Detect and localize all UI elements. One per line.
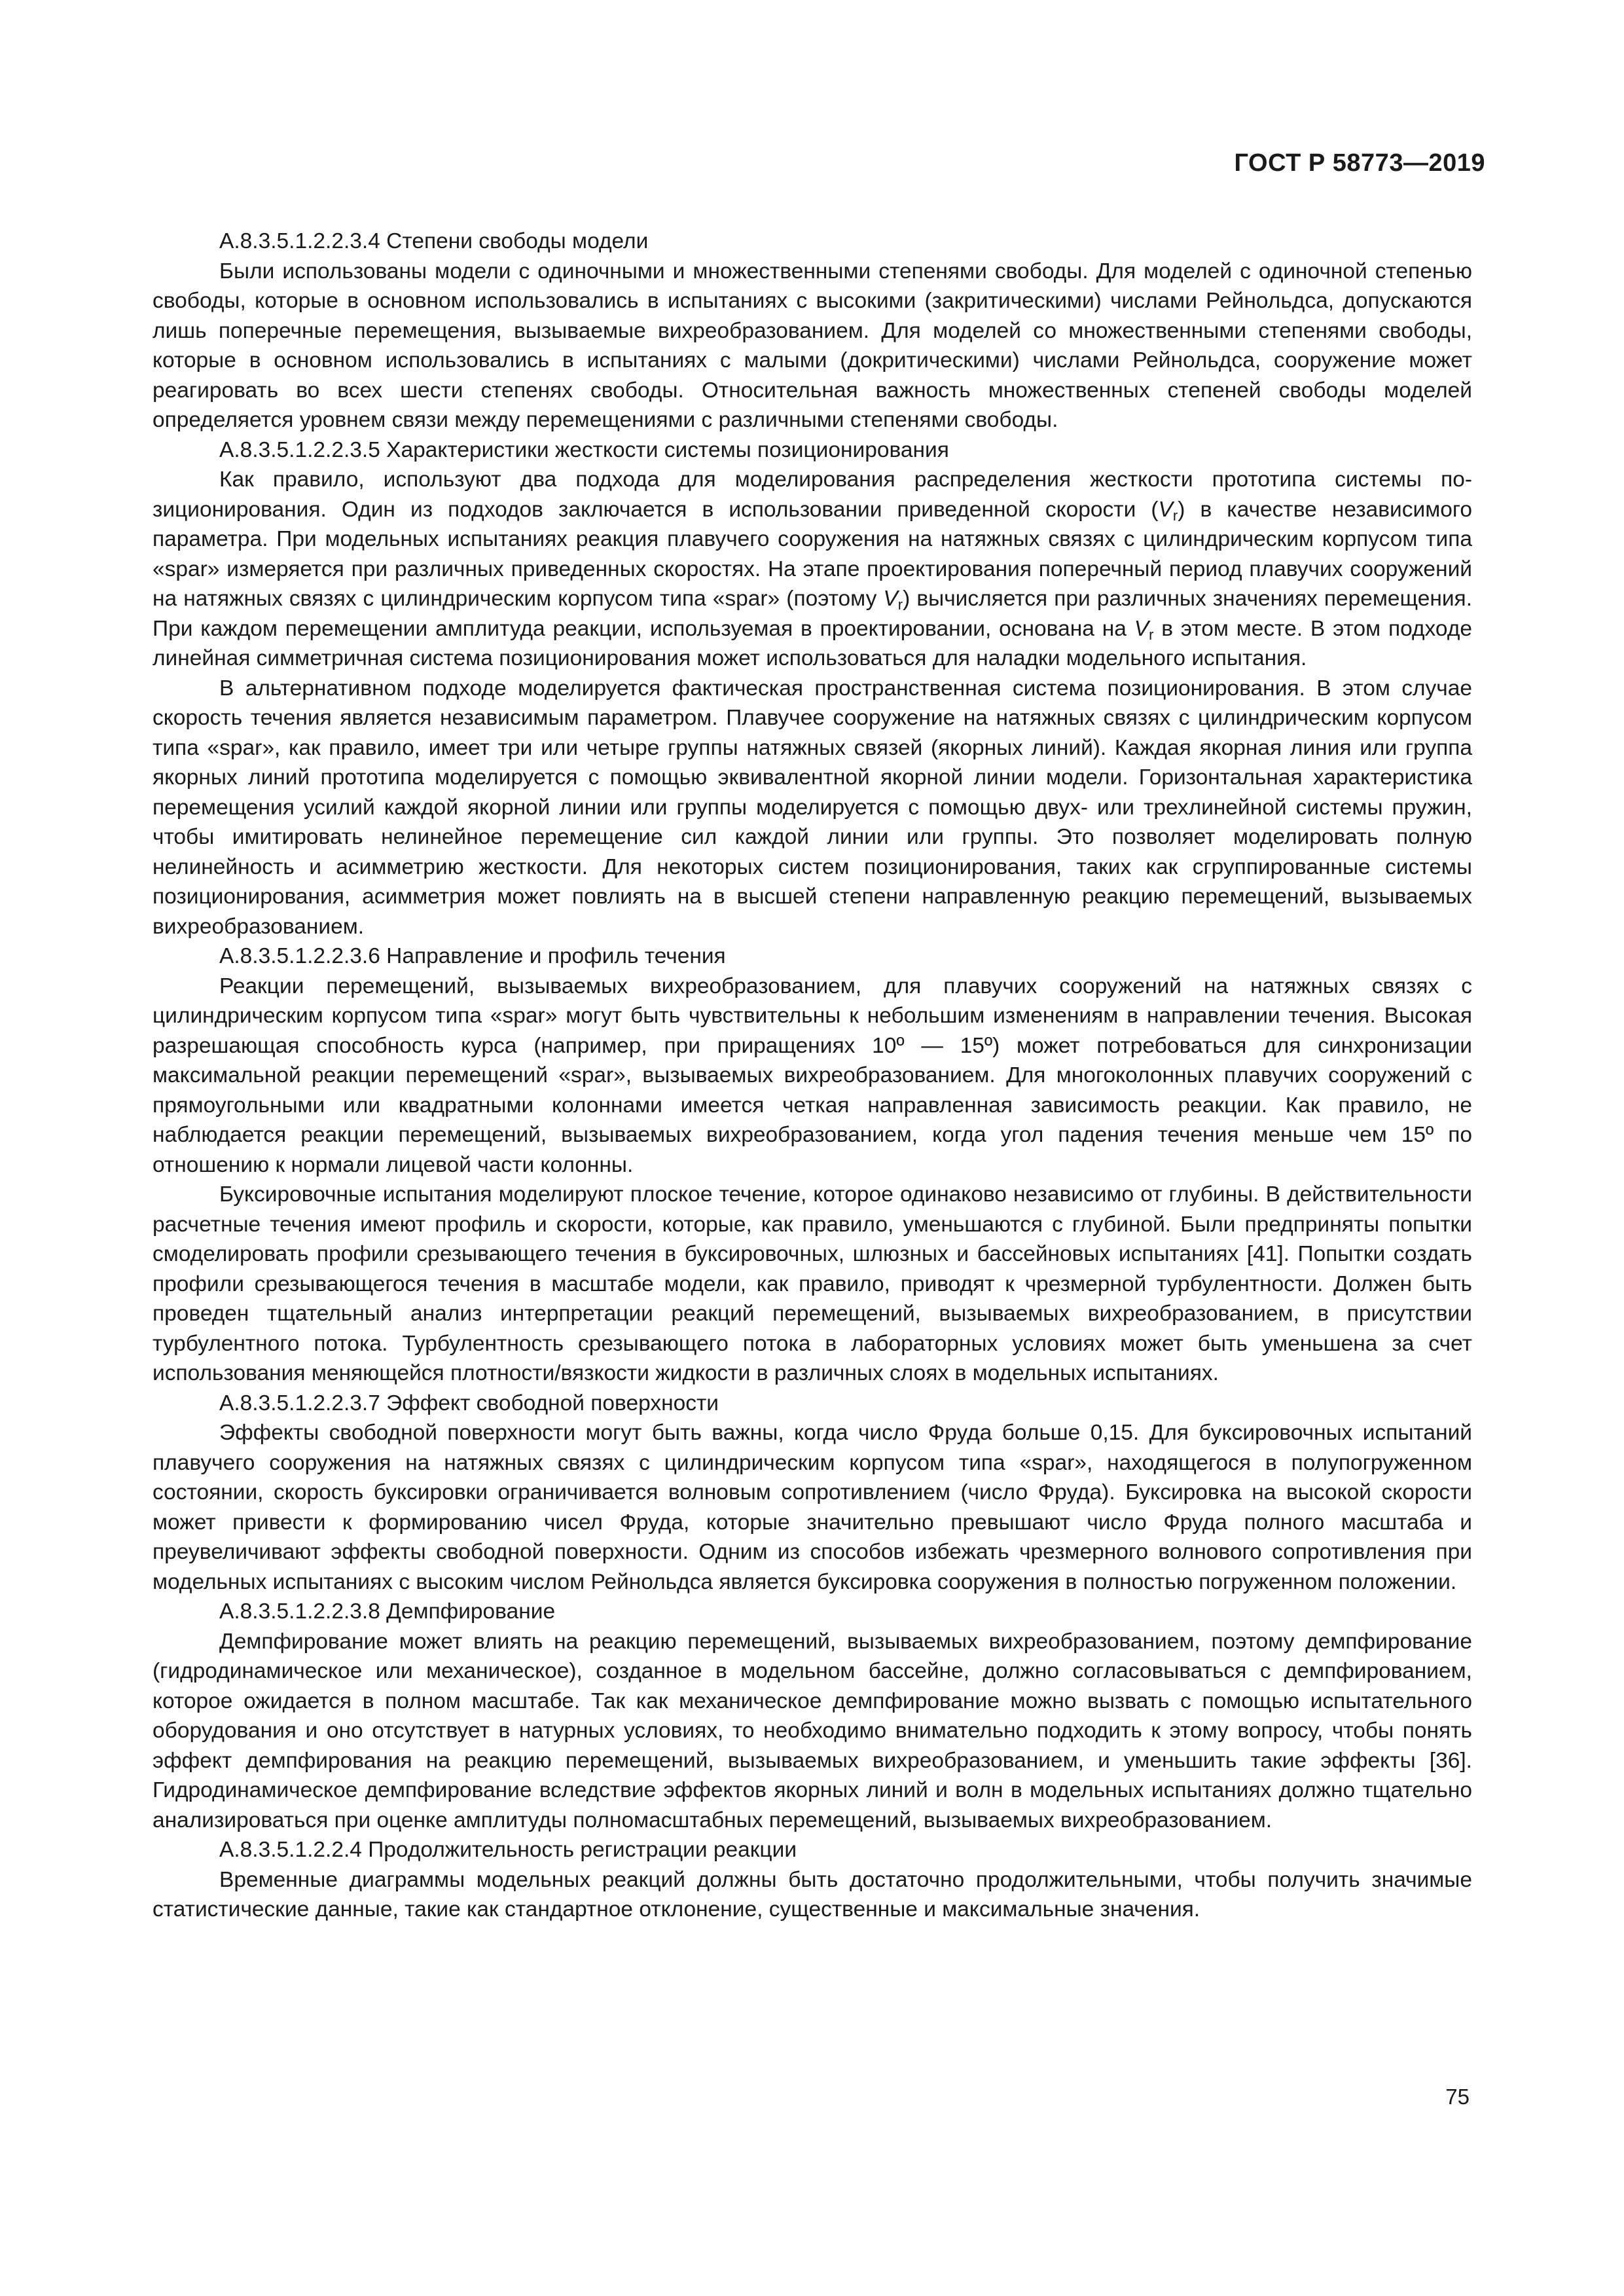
section-heading: А.8.3.5.1.2.2.3.7 Эффект свободной поверхности: [219, 1391, 719, 1415]
body-paragraph: Буксировочные испытания моделируют плоское течение, которое одинаково независимо от глубины. В действительности расчетные течения имеют профиль и скорости, которые, как правило, уменьшаются с глубиной. Были предприняты попытки смоделировать профили срезывающего течения в буксировочных, шлюзных и бассейновых испытаниях [41]. Попытки создать профили срезывающегося течения в масштабе модели, как правило, приводят к чрезмерной турбулентности. Должен быть проведен тщательный анализ интерпретации реакций перемещений, вызываемых вихреобразованием, в присутствии турбулентного потока. Турбулентность срезывающего потока в лабораторных условиях может быть уменьшена за счет использования меняющейся плотности/вязкости жидкости в различных слоях в модельных испытаниях.: [153, 1182, 1472, 1385]
body-paragraph: Временные диаграммы модельных реакций должны быть достаточно продолжительными, чтобы получить значимые статистические данные, такие как стандартное отклонение, существенные и максимальные значения.: [153, 1867, 1472, 1922]
document-header-standard-code: ГОСТ Р 58773—2019: [1234, 149, 1485, 177]
body-paragraph: В альтернативном подходе моделируется фактическая пространственная система позиционирования. В этом случае скорость течения является независимым параметром. Плавучее сооружение на натяжных связях с цилиндрическим корпусом типа «spar», как правило, имеет три или четыре группы натяжных связей (якорных линий). Каждая якорная линия или группа якорных линий прототипа моделируется с помощью эквивалентной якорной линии модели. Горизонтальная характеристика перемещения усилий каждой якорной линии или группы моделируется с помощью двух- или трехлинейной системы пружин, чтобы имитировать нелинейное перемещение сил каждой линии или группы. Это позволяет моделировать полную нелинейность и асимметрию жесткости. Для некоторых систем позиционирования, таких как сгруппированные системы позиционирования, асимметрия может повлиять на в высшей степени направленную реакцию перемещений, вызываемых вихреобразованием.: [153, 676, 1472, 939]
section-heading: А.8.3.5.1.2.2.3.5 Характеристики жесткости системы позиционирования: [219, 437, 949, 462]
section-heading: А.8.3.5.1.2.2.3.8 Демпфирование: [219, 1599, 556, 1624]
section-heading: А.8.3.5.1.2.2.3.6 Направление и профиль течения: [219, 944, 726, 968]
document-body: [153, 227, 1472, 1925]
section-heading: А.8.3.5.1.2.2.4 Продолжительность регистрации реакции: [219, 1838, 797, 1862]
body-paragraph: Эффекты свободной поверхности могут быть важны, когда число Фруда больше 0,15. Для буксировочных испытаний плавучего сооружения на натяжных связях с цилиндрическим корпусом типа «spar», находящегося в полупогруженном состоянии, скорость буксировки ограничивается волновым сопротивлением (число Фруда). Буксировка на высокой скорости может привести к формированию чисел Фруда, которые значительно превышают число Фруда полного масштаба и преувеличивают эффекты свободной поверхности. Одним из способов избежать чрезмерного волнового сопротивления при модельных испытаниях с высоким числом Рейнольдса является буксировка сооружения в полностью погруженном положении.: [153, 1421, 1472, 1594]
section-heading: А.8.3.5.1.2.2.3.4 Степени свободы модели: [219, 229, 649, 253]
body-paragraph: Как правило, используют два подхода для моделирования распределения жесткости прототипа системы позиционирования. Один из подходов заключается в использовании приведенной скорости $(V_r)$ в качестве независимого параметра. При модельных испытаниях реакция плавучего сооружения на натяжных связях с цилиндрическим корпусом типа «spar» измеряется при различных приведенных скоростях. На этапе проектирования поперечный период плавучих сооружений на натяжных связях с цилиндрическим корпусом типа «spar» (поэтому $V_r$) вычисляется при различных значениях перемещения. При каждом перемещении амплитуда реакции, используемая в проектировании, основана на $V_r$ в этом месте. В этом подходе линейная симметричная система позиционирования может использоваться для наладки модельного испытания.: [153, 467, 1473, 670]
body-paragraph: Реакции перемещений, вызываемых вихреобразованием, для плавучих сооружений на натяжных связях с цилиндрическим корпусом типа «spar» могут быть чувствительны к небольшим изменениям в направлении течения. Высокая разрешающая способность курса (например, при приращениях 10º — 15º) может потребоваться для синхронизации максимальной реакции перемещений «spar», вызываемых вихреобразованием. Для многоколонных плавучих сооружений с прямоугольными или квадратными колоннами имеется четкая направленная зависимость реакции. Как правило, не наблюдается реакции перемещений, вызываемых вихреобразованием, когда угол падения течения меньше чем 15º по отношению к нормали лицевой части колонны.: [153, 974, 1472, 1177]
body-paragraph: Были использованы модели с одиночными и множественными степенями свободы. Для моделей с одиночной степенью свободы, которые в основном использовались в испытаниях с высокими (закритическими) числами Рейнольдса, допускаются лишь поперечные перемещения, вызываемые вихреобразованием. Для моделей со множественными степенями свободы, которые в основном использовались в испытаниях с малыми (докритическими) числами Рейнольдса, сооружение может реагировать во всех шести степенях свободы. Относительная важность множественных степеней свободы моделей определяется уровнем связи между перемещениями с различными степенями свободы.: [153, 259, 1472, 432]
page-number: 75: [1445, 2085, 1470, 2109]
body-paragraph: Демпфирование может влиять на реакцию перемещений, вызываемых вихреобразованием, поэтому демпфирование (гидродинамическое или механическое), созданное в модельном бассейне, должно согласовываться с демпфированием, которое ожидается в полном масштабе. Так как механическое демпфирование можно вызвать с помощью испытательного оборудования и оно отсутствует в натурных условиях, то необходимо внимательно подходить к этому вопросу, чтобы понять эффект демпфирования на реакцию перемещений, вызываемых вихреобразованием, и уменьшить такие эффекты [36]. Гидродинамическое демпфирование вследствие эффектов якорных линий и волн в модельных испытаниях должно тщательно анализироваться при оценке амплитуды полномасштабных перемещений, вызываемых вихреобразованием.: [153, 1629, 1472, 1832]
